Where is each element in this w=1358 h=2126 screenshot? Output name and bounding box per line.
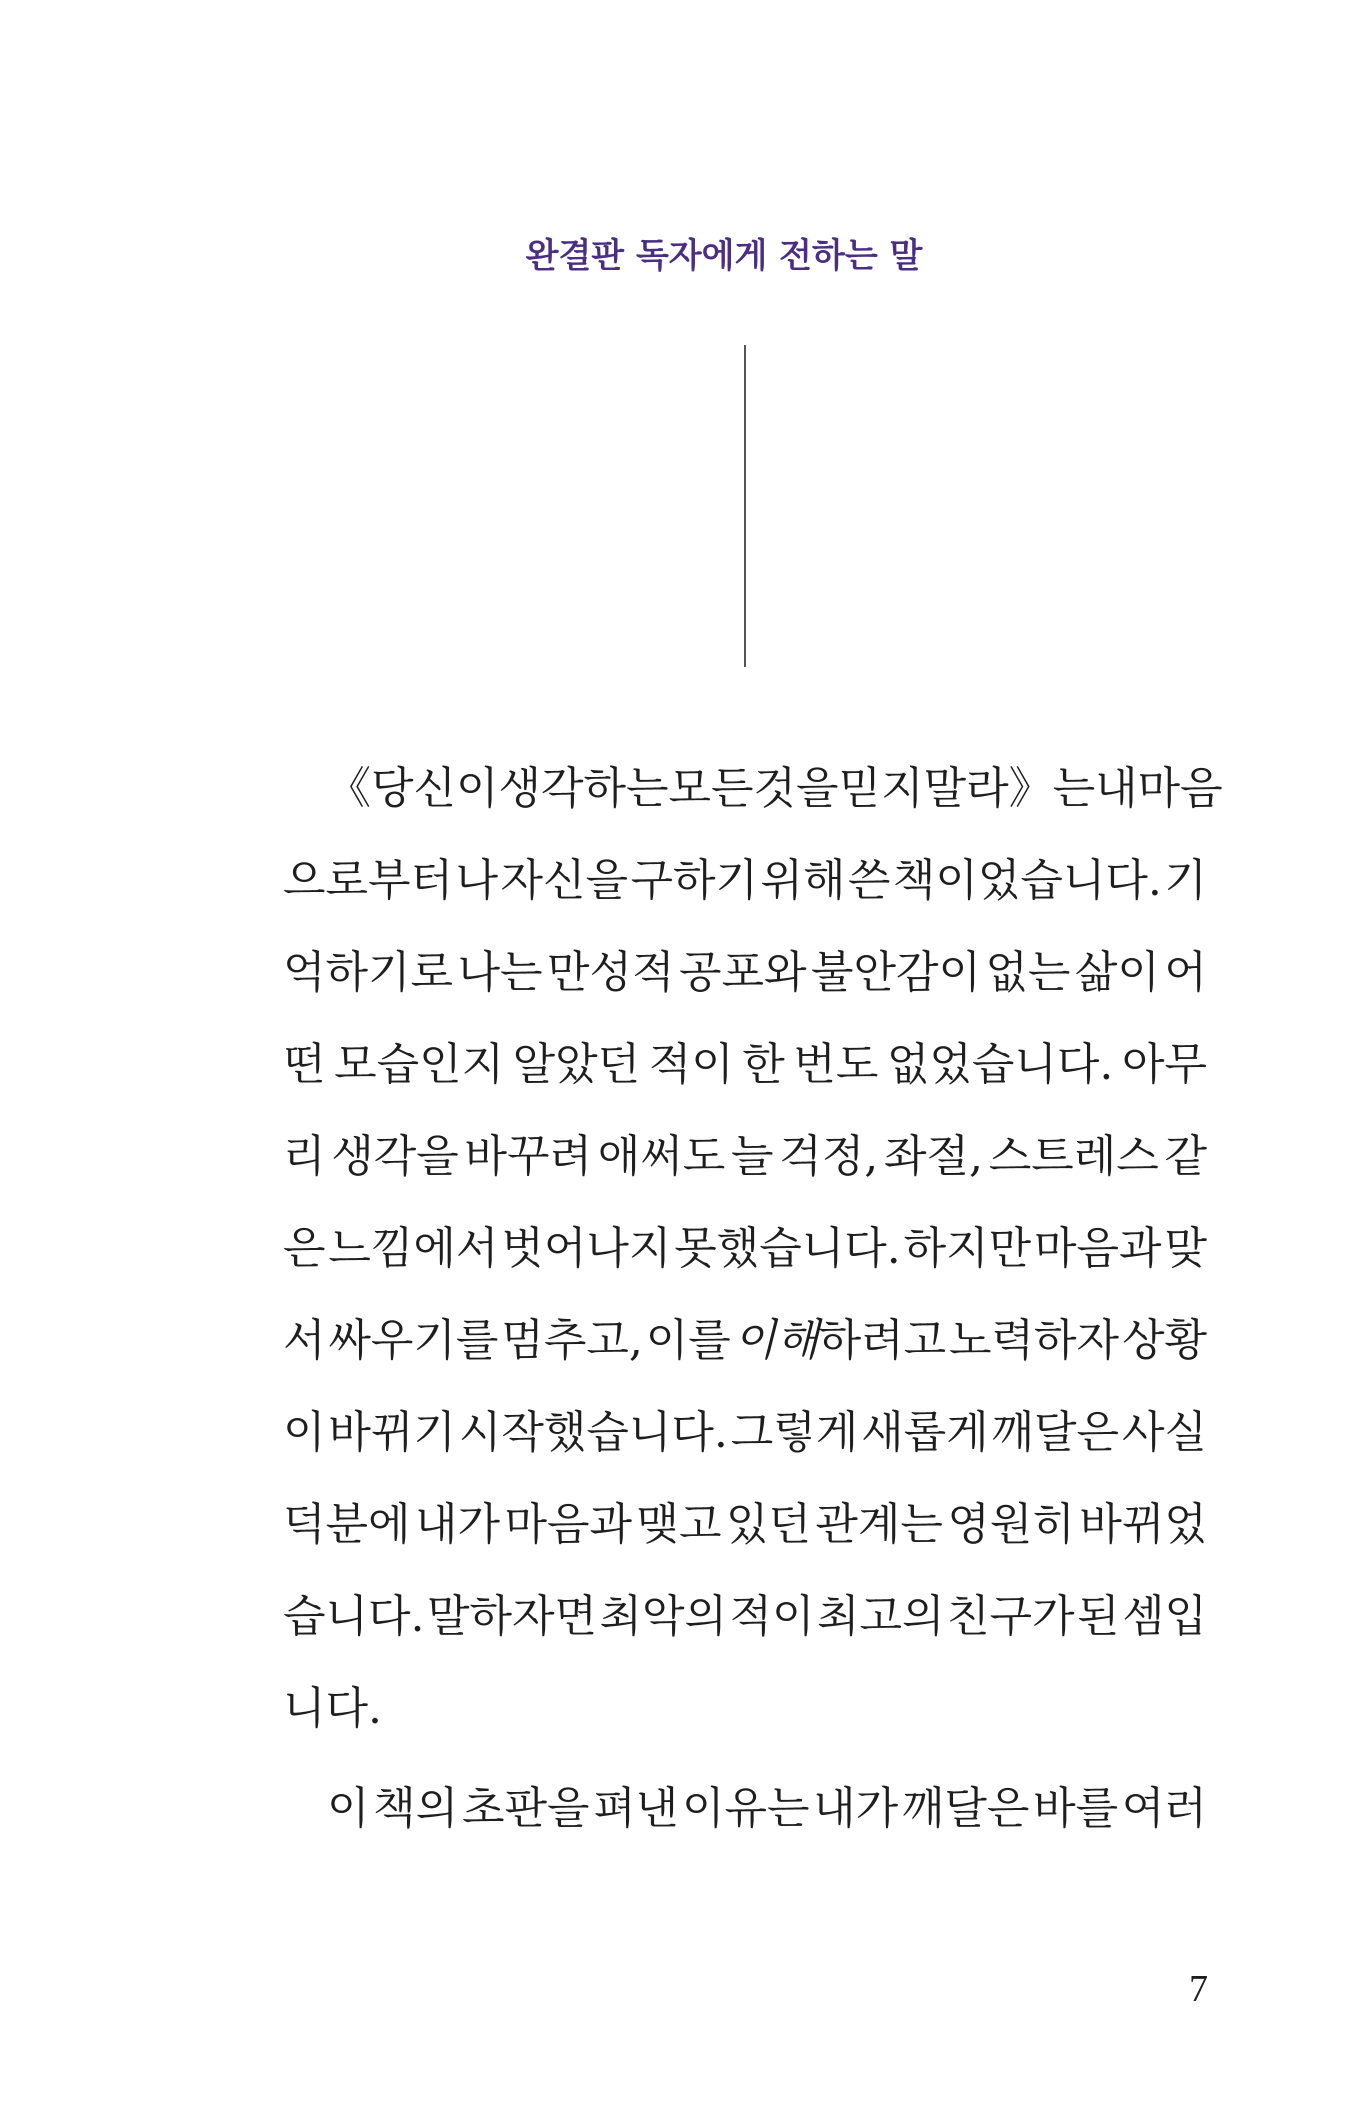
- word: 모든: [668, 763, 754, 814]
- word: 맞: [1164, 1223, 1207, 1274]
- word: 애써도: [597, 1131, 726, 1182]
- word: 믿지: [838, 763, 924, 814]
- word: 최악의: [599, 1591, 727, 1642]
- word: 친구가: [946, 1591, 1075, 1642]
- word: 구하기: [630, 855, 758, 906]
- word: 번도: [793, 1039, 879, 1090]
- text-line: [283, 1479, 1207, 1571]
- word: 니다.: [283, 1683, 382, 1734]
- word: 삶이: [1074, 947, 1160, 998]
- word: 나는: [457, 947, 543, 998]
- word: 내가: [414, 1499, 500, 1550]
- word: 이: [327, 1783, 370, 1834]
- text-line: [283, 1663, 1207, 1755]
- word: 알았던: [512, 1039, 641, 1090]
- word: 이유는: [681, 1783, 810, 1834]
- word: 쓴: [847, 855, 891, 906]
- word: 어: [1164, 947, 1207, 998]
- word: 바뀌기: [328, 1407, 456, 1458]
- word: 관계는: [815, 1499, 943, 1550]
- word: 있던: [725, 1499, 811, 1550]
- word: 불안감이: [810, 947, 981, 998]
- word: 멈추고,: [501, 1315, 643, 1366]
- word: 좌절,: [883, 1131, 983, 1182]
- body-text: [283, 743, 1223, 1855]
- word: 적이: [648, 1039, 734, 1090]
- word: 여러: [1121, 1783, 1207, 1834]
- word: 내가: [813, 1783, 899, 1834]
- word: 습니다.: [283, 1591, 425, 1642]
- word: 못했습니다.: [674, 1223, 901, 1274]
- word: 으로부터: [283, 855, 454, 906]
- word: 깨달은: [901, 1783, 1030, 1834]
- word: 모습인지: [334, 1039, 505, 1090]
- word: 억하기로: [283, 947, 454, 998]
- word: 이를: [645, 1315, 731, 1366]
- word: 영원히: [947, 1499, 1075, 1550]
- word: 마음과: [504, 1499, 632, 1550]
- word: 책의: [373, 1783, 459, 1834]
- word: 없는: [985, 947, 1071, 998]
- word: 것을: [753, 763, 839, 814]
- word: 아무: [1121, 1039, 1207, 1090]
- word: 최고의: [816, 1591, 945, 1642]
- word: 공포와: [678, 947, 807, 998]
- text-line: [283, 1295, 1207, 1387]
- word: 깨달은: [991, 1407, 1120, 1458]
- text-line: [283, 927, 1207, 1019]
- text-line: [283, 1571, 1207, 1663]
- word: 은: [283, 1223, 326, 1274]
- word: 덕분에: [283, 1499, 411, 1550]
- word: 《당신이: [327, 763, 499, 814]
- word: 바꾸려: [464, 1131, 593, 1182]
- vertical-divider: [744, 345, 746, 667]
- word: 된: [1076, 1591, 1120, 1642]
- word: 기: [1164, 855, 1207, 906]
- text-line: [283, 1203, 1207, 1295]
- text-line: [283, 1763, 1207, 1855]
- word: 걱정,: [779, 1131, 879, 1182]
- word: 상황: [1121, 1315, 1207, 1366]
- word: 생각을: [331, 1131, 459, 1182]
- word: 늘: [731, 1131, 774, 1182]
- word: 벗어나지: [501, 1223, 672, 1274]
- word: 시작했습니다.: [458, 1407, 728, 1458]
- word: 없었습니다.: [886, 1039, 1114, 1090]
- word: 위해: [760, 855, 846, 906]
- page-number: 7: [1189, 1968, 1208, 2010]
- word: 새롭게: [861, 1407, 989, 1458]
- word: 자신을: [500, 855, 628, 906]
- word: 노력하자: [949, 1315, 1120, 1366]
- word: 말라》는: [923, 763, 1096, 814]
- word: 서: [283, 1315, 326, 1366]
- text-line: [283, 835, 1207, 927]
- word: 떤: [283, 1039, 326, 1090]
- word: 마음과: [1034, 1223, 1162, 1274]
- word: 느낌에서: [328, 1223, 499, 1274]
- word: 리: [283, 1131, 326, 1182]
- chapter-title: 완결판 독자에게 전하는 말: [525, 236, 923, 276]
- word: 만성적: [546, 947, 675, 998]
- word: 나: [455, 855, 498, 906]
- word: 생각하는: [498, 763, 669, 814]
- word: 이해하려고: [733, 1315, 947, 1366]
- word: 이: [283, 1407, 326, 1458]
- word: 내: [1095, 763, 1138, 814]
- word: 적이: [729, 1591, 815, 1642]
- word: 바뀌었: [1079, 1499, 1207, 1550]
- word: 책이었습니다.: [892, 855, 1162, 906]
- word: 같: [1164, 1131, 1207, 1182]
- word: 그렇게: [730, 1407, 859, 1458]
- word: 사실: [1121, 1407, 1207, 1458]
- word: 스트레스: [988, 1131, 1159, 1182]
- word: 마음: [1137, 763, 1223, 814]
- word: 맺고: [636, 1499, 722, 1550]
- text-line: [283, 743, 1223, 835]
- word: 한: [742, 1039, 785, 1090]
- word: 바를: [1033, 1783, 1119, 1834]
- word: 초판을: [461, 1783, 590, 1834]
- text-line: [283, 1019, 1207, 1111]
- text-line: [283, 1111, 1207, 1203]
- word: 펴낸: [593, 1783, 679, 1834]
- word: 말하자면: [426, 1591, 597, 1642]
- word: 셈입: [1121, 1591, 1207, 1642]
- text-line: [283, 1387, 1207, 1479]
- word: 싸우기를: [328, 1315, 499, 1366]
- word: 하지만: [903, 1223, 1032, 1274]
